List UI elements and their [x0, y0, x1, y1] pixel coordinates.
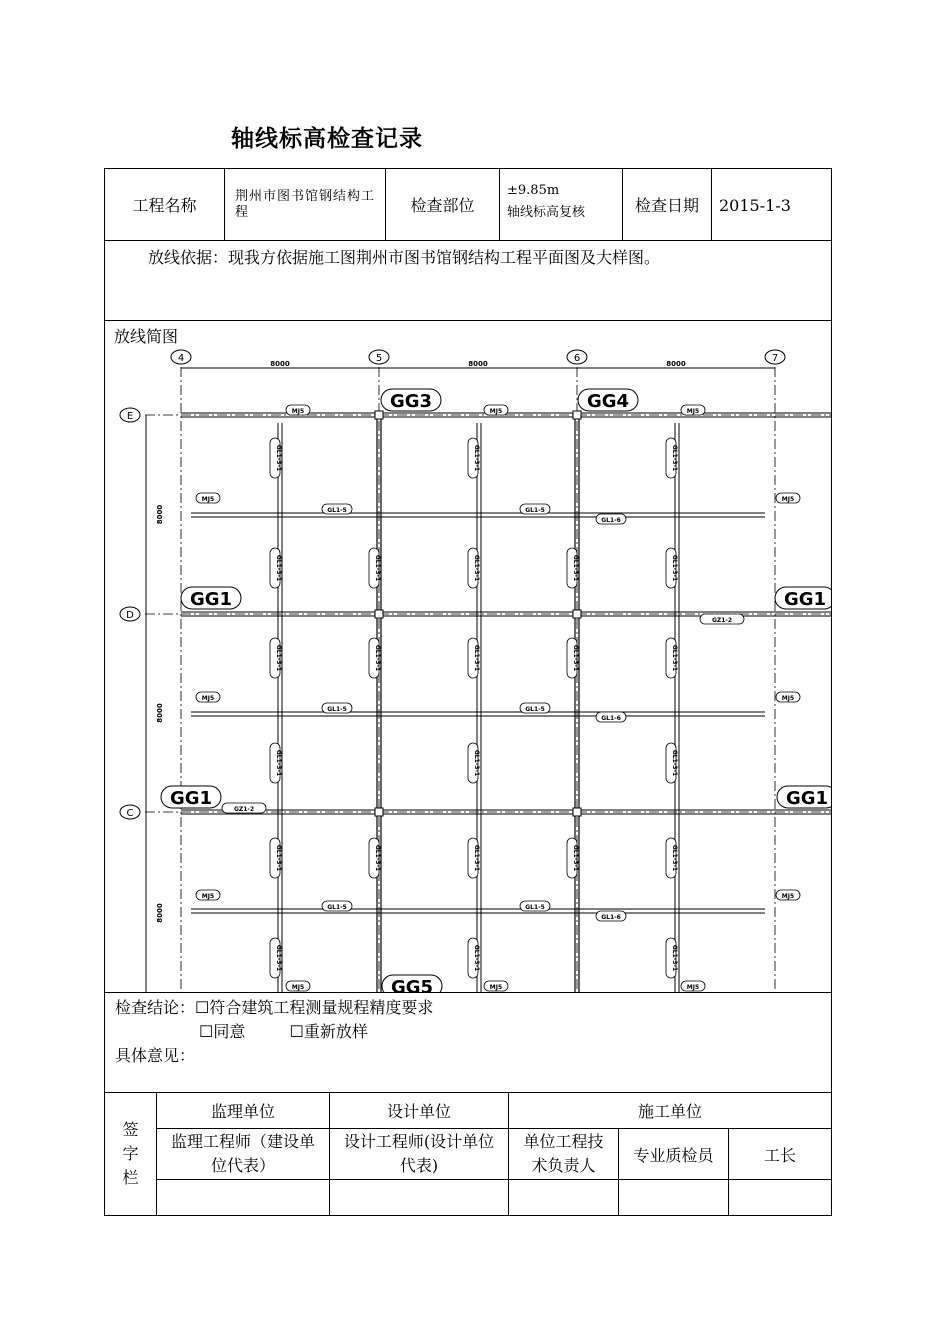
column-node [375, 411, 383, 419]
design-signature-field[interactable] [329, 1179, 509, 1216]
gg-label-text: GG3 [389, 391, 433, 412]
column-node [573, 808, 581, 816]
column-node [375, 610, 383, 618]
gg-label-text: GG1 [783, 589, 827, 610]
gl-vertical-tag-text: GL1-3-1 [671, 944, 678, 972]
supervisor-signature-field[interactable] [156, 1179, 330, 1216]
gl-vertical-tag-text: GL1-3-1 [473, 644, 480, 672]
gl-vertical-tag-text: GL1-3-1 [473, 944, 480, 972]
gg-label-text: GG1 [785, 788, 829, 809]
gl-vertical-tag-text: GL1-3-1 [473, 444, 480, 472]
dimension-label-left: 8000 [156, 703, 164, 723]
gl-vertical-tag-text: GL1-3-1 [572, 554, 579, 582]
column-axis-label: 5 [375, 353, 383, 364]
quality-inspector-label: 专业质检员 [618, 1128, 729, 1180]
row-axis-label: E [126, 411, 134, 422]
tech-lead-signature-field[interactable] [508, 1179, 619, 1216]
gl-vertical-tag-text: GL1-3-1 [572, 844, 579, 872]
gl-vertical-tag-text: GL1-3-1 [374, 844, 381, 872]
gl-vertical-tag-text: GL1-3-1 [275, 444, 282, 472]
project-name-value: 荆州市图书馆钢结构工程 [224, 168, 386, 241]
column-node [375, 808, 383, 816]
gl-tag-text: GL1-5 [327, 904, 347, 911]
mj5-tag-text: MJ5 [781, 695, 795, 702]
tech-lead-label: 单位工程技术负责人 [508, 1128, 619, 1180]
gl-vertical-tag-text: GL1-3-1 [374, 554, 381, 582]
axis-plan-svg [105, 343, 831, 993]
column-node [573, 610, 581, 618]
inspection-date-label: 检查日期 [622, 168, 712, 241]
gl-tag-text: GL1-5 [525, 904, 545, 911]
column-axis-label: 4 [177, 353, 185, 364]
dimension-label-top: 8000 [666, 360, 686, 368]
gz-tag-text: GZ1-2 [711, 617, 733, 624]
gl-tag-text: GL1-6 [601, 914, 621, 921]
supervisor-engineer-label: 监理工程师（建设单位代表） [156, 1128, 330, 1180]
foreman-signature-field[interactable] [728, 1179, 832, 1216]
mj5-tag-text: MJ5 [291, 408, 305, 415]
quality-signature-field[interactable] [618, 1179, 729, 1216]
column-axis-label: 7 [771, 353, 779, 364]
mj5-tag-text: MJ5 [686, 984, 700, 991]
sign-side-label: 签字栏 [104, 1092, 157, 1216]
conclusion-line: 检查结论：☐符合建筑工程测量规程精度要求 [115, 998, 434, 1017]
gl-tag-text: GL1-5 [525, 706, 545, 713]
mj5-tag-text: MJ5 [686, 408, 700, 415]
gl-vertical-tag-text: GL1-3-1 [671, 844, 678, 872]
foreman-label: 工长 [728, 1128, 832, 1180]
conclusion-box [104, 992, 832, 1093]
design-engineer-label: 设计工程师(设计单位代表) [329, 1128, 509, 1180]
part-elevation: ±9.85m [507, 183, 560, 198]
gl-tag-text: GL1-6 [601, 517, 621, 524]
dimension-label-top: 8000 [270, 360, 290, 368]
mj5-tag-text: MJ5 [201, 496, 215, 503]
column-node [573, 411, 581, 419]
gl-tag-text: GL1-5 [525, 507, 545, 514]
gl-tag-text: GL1-5 [327, 507, 347, 514]
gl-vertical-tag-text: GL1-3-1 [275, 554, 282, 582]
gg-label-text: GG4 [586, 391, 630, 412]
gl-vertical-tag-text: GL1-3-1 [572, 644, 579, 672]
gz-tag-text: GZ1-2 [233, 806, 255, 813]
gl-tag-text: GL1-5 [327, 706, 347, 713]
dimension-label-top: 8000 [468, 360, 488, 368]
gl-vertical-tag-text: GL1-3-1 [473, 554, 480, 582]
mj5-tag-text: MJ5 [489, 408, 503, 415]
gl-vertical-tag-text: GL1-3-1 [374, 644, 381, 672]
page-title: 轴线标高检查记录 [231, 126, 423, 152]
opinion-label: 具体意见： [115, 1046, 196, 1065]
gl-vertical-tag-text: GL1-3-1 [671, 749, 678, 777]
agree-checkbox[interactable]: ☐同意 [199, 1022, 246, 1041]
mj5-tag-text: MJ5 [201, 893, 215, 900]
dimension-label-left: 8000 [156, 504, 164, 525]
gl-tag-text: GL1-6 [601, 715, 621, 722]
gl-vertical-tag-text: GL1-3-1 [671, 554, 678, 582]
design-unit-header: 设计单位 [329, 1092, 509, 1129]
conclusion-options [115, 1020, 831, 1044]
gl-vertical-tag-text: GL1-3-1 [275, 944, 282, 972]
dimension-label-left: 8000 [156, 903, 164, 923]
inspection-part-label: 检查部位 [385, 168, 500, 241]
construction-unit-header: 施工单位 [508, 1092, 832, 1129]
supervisor-unit-header: 监理单位 [156, 1092, 330, 1129]
gg-label-text: GG1 [169, 788, 213, 809]
row-axis-label: C [126, 808, 134, 819]
project-name-label: 工程名称 [104, 168, 225, 241]
gg-label-text: GG1 [189, 589, 233, 610]
layout-basis: 放线依据：现我方依据施工图荆州市图书馆钢结构工程平面图及大样图。 [104, 240, 832, 321]
mj5-tag-text: MJ5 [489, 984, 503, 991]
gl-vertical-tag-text: GL1-3-1 [275, 844, 282, 872]
inspection-date-value: 2015-1-3 [711, 168, 832, 241]
gl-vertical-tag-text: GL1-3-1 [473, 844, 480, 872]
sketch-label: 放线简图 [114, 327, 179, 346]
gl-vertical-tag-text: GL1-3-1 [275, 749, 282, 777]
gl-vertical-tag-text: GL1-3-1 [671, 644, 678, 672]
gl-vertical-tag-text: GL1-3-1 [473, 749, 480, 777]
mj5-tag-text: MJ5 [781, 496, 795, 503]
axis-plan-drawing [105, 343, 831, 993]
inspection-part-value [499, 168, 623, 241]
mj5-tag-text: MJ5 [781, 893, 795, 900]
gl-vertical-tag-text: GL1-3-1 [671, 444, 678, 472]
gg-label-text: GG5 [390, 977, 434, 993]
gl-vertical-tag-text: GL1-3-1 [275, 644, 282, 672]
mj5-tag-text: MJ5 [201, 695, 215, 702]
part-description: 轴线标高复核 [507, 205, 586, 220]
row-axis-label: D [126, 610, 134, 621]
record-form [104, 168, 832, 1216]
mj5-tag-text: MJ5 [291, 984, 305, 991]
column-axis-label: 6 [573, 353, 581, 364]
relayout-checkbox[interactable]: ☐重新放样 [289, 1022, 368, 1041]
